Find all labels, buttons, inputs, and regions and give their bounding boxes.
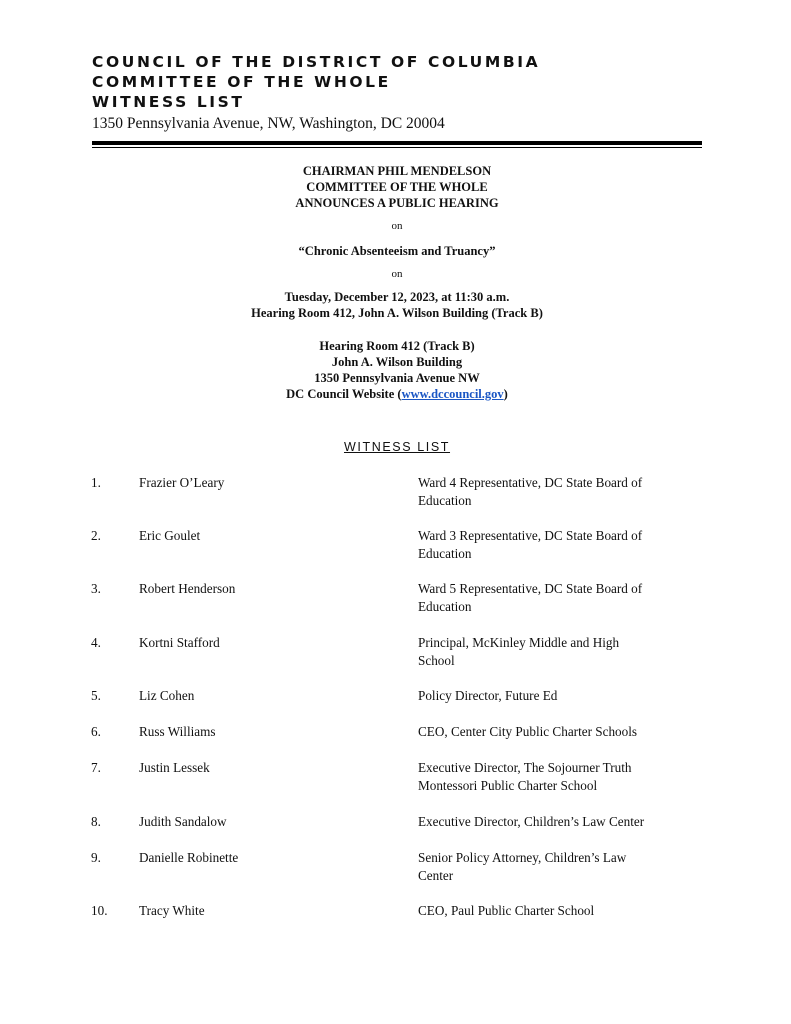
witness-title-line: CEO, Paul Public Charter School — [418, 903, 595, 918]
witness-title — [418, 902, 708, 920]
witness-title — [418, 759, 708, 795]
letterhead-council: COUNCIL OF THE DISTRICT OF COLUMBIA — [92, 53, 541, 71]
witness-list-heading-text: WITNESS LIST — [343, 440, 451, 454]
witness-number: 8. — [91, 814, 101, 829]
witness-title-line: School — [418, 653, 455, 668]
location-building: John A. Wilson Building — [331, 355, 463, 369]
witness-name: Russ Williams — [139, 724, 216, 739]
letterhead-committee: COMMITTEE OF THE WHOLE — [92, 73, 391, 91]
witness-title — [418, 580, 708, 616]
witness-name: Liz Cohen — [139, 688, 195, 703]
chairman-line: CHAIRMAN PHIL MENDELSON — [302, 164, 492, 178]
website-suffix: ) — [503, 387, 508, 401]
witness-number: 5. — [91, 688, 101, 703]
website-link[interactable]: www.dccouncil.gov — [401, 387, 504, 401]
witness-title-line: Senior Policy Attorney, Children’s Law — [418, 850, 627, 865]
witness-title-line: Principal, McKinley Middle and High — [418, 635, 620, 650]
witness-name: Frazier O’Leary — [139, 475, 225, 490]
witness-title — [418, 723, 708, 741]
location-room: Hearing Room 412 (Track B) — [319, 339, 475, 353]
on-text-2: on — [391, 268, 403, 280]
witness-number: 10. — [91, 903, 108, 918]
location-address: 1350 Pennsylvania Avenue NW — [314, 371, 480, 385]
witness-number: 4. — [91, 635, 101, 650]
witness-title-line: Education — [418, 493, 472, 508]
witness-title — [418, 849, 708, 885]
witness-name: Danielle Robinette — [139, 850, 239, 865]
witness-name: Eric Goulet — [139, 528, 201, 543]
hearing-room: Hearing Room 412, John A. Wilson Building (Track B) — [251, 306, 543, 320]
witness-title — [418, 474, 708, 510]
witness-title-line: Executive Director, The Sojourner Truth — [418, 760, 632, 775]
witness-name: Kortni Stafford — [139, 635, 220, 650]
hearing-topic: “Chronic Absenteeism and Truancy” — [298, 244, 496, 258]
witness-number: 3. — [91, 581, 101, 596]
witness-number: 1. — [91, 475, 101, 490]
witness-name: Justin Lessek — [139, 760, 210, 775]
witness-name: Tracy White — [139, 903, 205, 918]
witness-number: 9. — [91, 850, 101, 865]
witness-title-line: Executive Director, Children’s Law Center — [418, 814, 645, 829]
witness-title-line: CEO, Center City Public Charter Schools — [418, 724, 638, 739]
committee-line: COMMITTEE OF THE WHOLE — [306, 180, 488, 194]
witness-name: Judith Sandalow — [139, 814, 227, 829]
witness-title-line: Ward 5 Representative, DC State Board of — [418, 581, 643, 596]
letterhead-address: 1350 Pennsylvania Avenue, NW, Washington, DC 20004 — [92, 115, 445, 132]
hearing-datetime: Tuesday, December 12, 2023, at 11:30 a.m. — [284, 290, 510, 304]
witness-title-line: Center — [418, 868, 454, 883]
announces-line: ANNOUNCES A PUBLIC HEARING — [295, 196, 499, 210]
witness-title-line: Montessori Public Charter School — [418, 778, 598, 793]
witness-title — [418, 634, 708, 670]
witness-title — [418, 813, 708, 831]
website-prefix: DC Council Website ( — [286, 387, 402, 401]
witness-title-line: Policy Director, Future Ed — [418, 688, 558, 703]
witness-title-line: Ward 3 Representative, DC State Board of — [418, 528, 643, 543]
witness-number: 7. — [91, 760, 101, 775]
witness-name: Robert Henderson — [139, 581, 236, 596]
witness-title-line: Education — [418, 546, 472, 561]
letterhead-doc-type: WITNESS LIST — [92, 93, 245, 111]
witness-title-line: Education — [418, 599, 472, 614]
witness-number: 2. — [91, 528, 101, 543]
witness-title — [418, 527, 708, 563]
witness-title-line: Ward 4 Representative, DC State Board of — [418, 475, 643, 490]
witness-title — [418, 687, 708, 705]
on-text-1: on — [391, 220, 403, 232]
witness-number: 6. — [91, 724, 101, 739]
